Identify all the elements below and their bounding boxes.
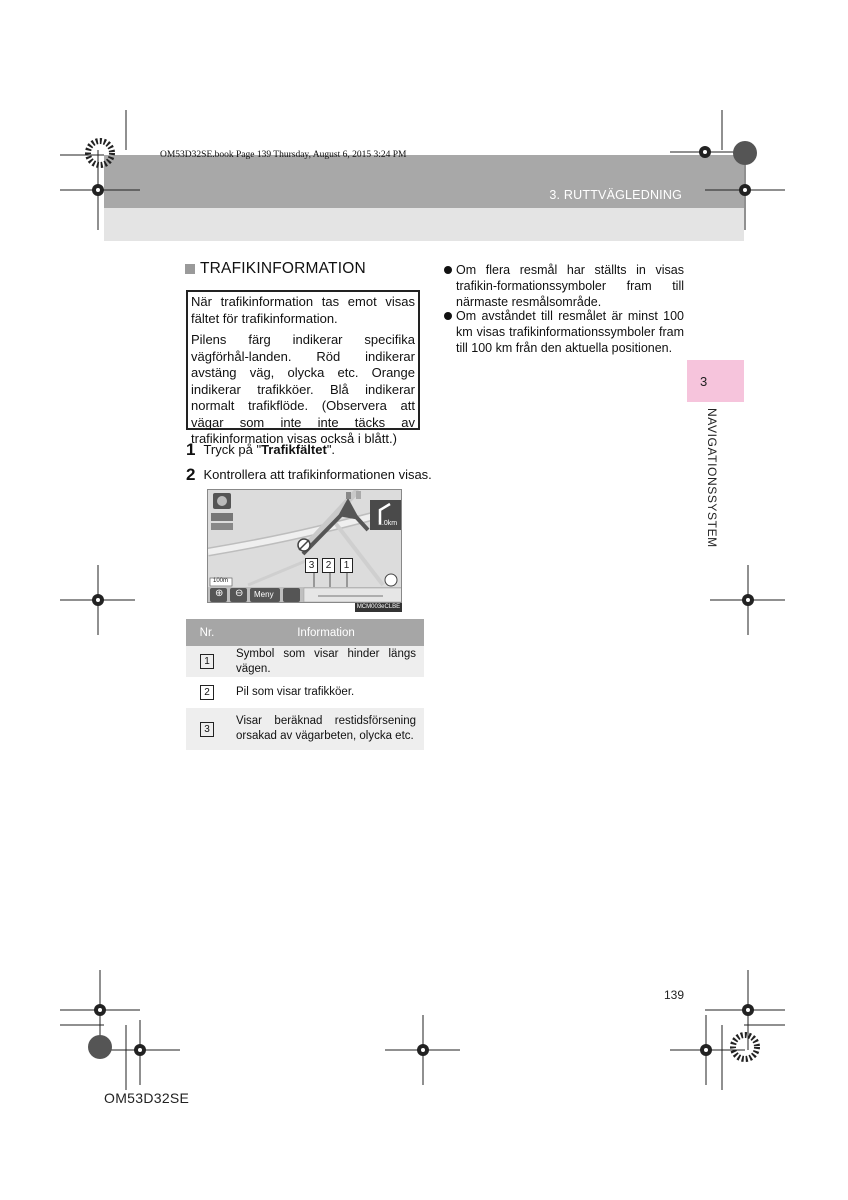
row-text: Pil som visar trafikköer. (228, 677, 424, 708)
row-text: Visar beräknad restidsförsening orsakad av vägarbeten, olycka etc. (228, 708, 424, 750)
page-number: 139 (664, 988, 685, 1002)
chapter-tab-number: 3 (700, 374, 708, 389)
step-2-number: 2 (186, 465, 196, 484)
distance-readout: 1.0km (378, 520, 398, 527)
step-1-post: ". (326, 442, 336, 457)
table-header-information: Information (228, 619, 424, 646)
row-number-box: 1 (200, 654, 214, 669)
callout-2: 2 (322, 558, 335, 573)
book-info-line: OM53D32SE.book Page 139 Thursday, August 6, 2015 3:24 PM (160, 150, 407, 160)
step-1-pre: Tryck på " (203, 442, 262, 457)
table-header-nr: Nr. (186, 619, 228, 646)
zoom-in-icon[interactable]: ⊕ (215, 588, 224, 599)
section-heading: TRAFIKINFORMATION (200, 260, 366, 277)
step-2-text: Kontrollera att trafikinformationen visas. (203, 467, 432, 482)
chapter-tab-label: NAVIGATIONSSYSTEM (705, 408, 719, 548)
step-1-bold: Trafikfältet (261, 442, 327, 457)
map-scale: 100m (213, 578, 229, 584)
zoom-out-icon[interactable]: ⊖ (235, 588, 244, 599)
bullet-text: Om avståndet till resmålet är minst 100 km visas trafikinformationssymboler fram till 100 km från den aktuella positionen. (456, 309, 684, 355)
row-number-box: 2 (200, 685, 214, 700)
info-paragraph-1: När trafikinformation tas emot visas fältet för trafikinformation. (191, 294, 415, 326)
callout-3: 3 (305, 558, 318, 573)
step-1-number: 1 (186, 440, 196, 459)
info-paragraph-2: Pilens färg indikerar specifika vägförhål-landen. Röd indikerar avstäng väg, olycka etc. Orange indikerar trafikköer. Blå indikerar normalt trafikflöde. (Observera att vägar som inte inte täcks av trafikinformation visas också i blått.) (191, 332, 415, 446)
chapter-title: 3. RUTTVÄGLEDNING (549, 188, 682, 202)
menu-button[interactable]: Meny (254, 590, 274, 599)
row-text: Symbol som visar hinder längs vägen. (228, 646, 424, 677)
row-number-box: 3 (200, 722, 214, 737)
screenshot-code: MCM003eCLBE (356, 604, 401, 610)
footer-code: OM53D32SE (104, 1090, 190, 1106)
callout-1: 1 (340, 558, 353, 573)
bullet-text: Om flera resmål har ställts in visas trafikin-formationssymboler fram till närmaste resmålsområde. (456, 263, 684, 309)
